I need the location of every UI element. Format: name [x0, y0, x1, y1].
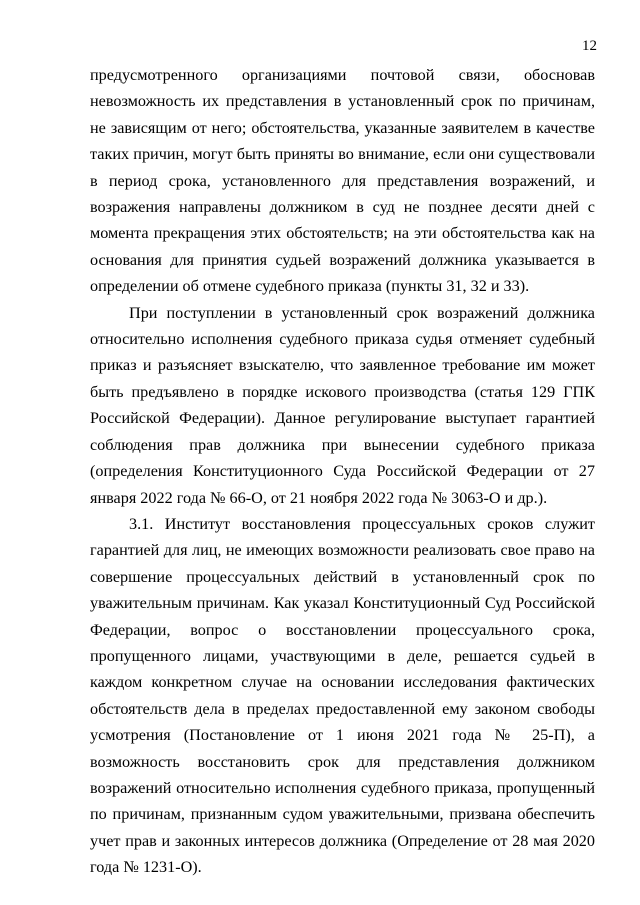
paragraph-continuation: предусмотренного организациями почтовой связи, обосновав невозможность их представления в установленный срок по причинам, не зависящим от него; обстоятельства, указанные заявителем в качестве таких причин, могут быть приняты во внимание, если они существовали в период срока, установленного для представления возражений, и возражения направлены должником в суд не позднее десяти дней с момента прекращения этих обстоятельств; на эти обстоятельства как на основания для принятия судьей возражений должника указывается в определении об отмене судебного приказа (пункты 31, 32 и 33). — [90, 66, 595, 296]
document-body — [90, 62, 595, 881]
paragraph-court-order-cancellation: При поступлении в установленный срок возражений должника относительно исполнения судебного приказа судья отменяет судебный приказ и разъясняет взыскателю, что заявленное требование им может быть предъявлено в порядке искового производства (статья 129 ГПК Российской Федерации). Данное регулирование выступает гарантией соблюдения прав должника при вынесении судебного приказа (определения Конституционного Суда Российской Федерации от 27 января 2022 года № 66-О, от 21 ноября 2022 года № 3063-О и др.). — [90, 303, 595, 507]
page-number: 12 — [582, 38, 597, 54]
paragraph-section-3-1: 3.1. Институт восстановления процессуальных сроков служит гарантией для лиц, не имеющих возможности реализовать свое право на совершение процессуальных действий в установленный срок по уважительным причинам. Как указал Конституционный Суд Российской Федерации, вопрос о восстановлении процессуального срока, пропущенного лицами, участвующими в деле, решается судьей в каждом конкретном случае на основании исследования фактических обстоятельств дела в пределах предоставленной ему законом свободы усмотрения (Постановление от 1 июня 2021 года № 25-П), а возможность восстановить срок для представления должником возражений относительно исполнения судебного приказа, пропущенный по причинам, признанным судом уважительными, призвана обеспечить учет прав и законных интересов должника (Определение от 28 мая 2020 года № 1231-О). — [90, 514, 595, 877]
